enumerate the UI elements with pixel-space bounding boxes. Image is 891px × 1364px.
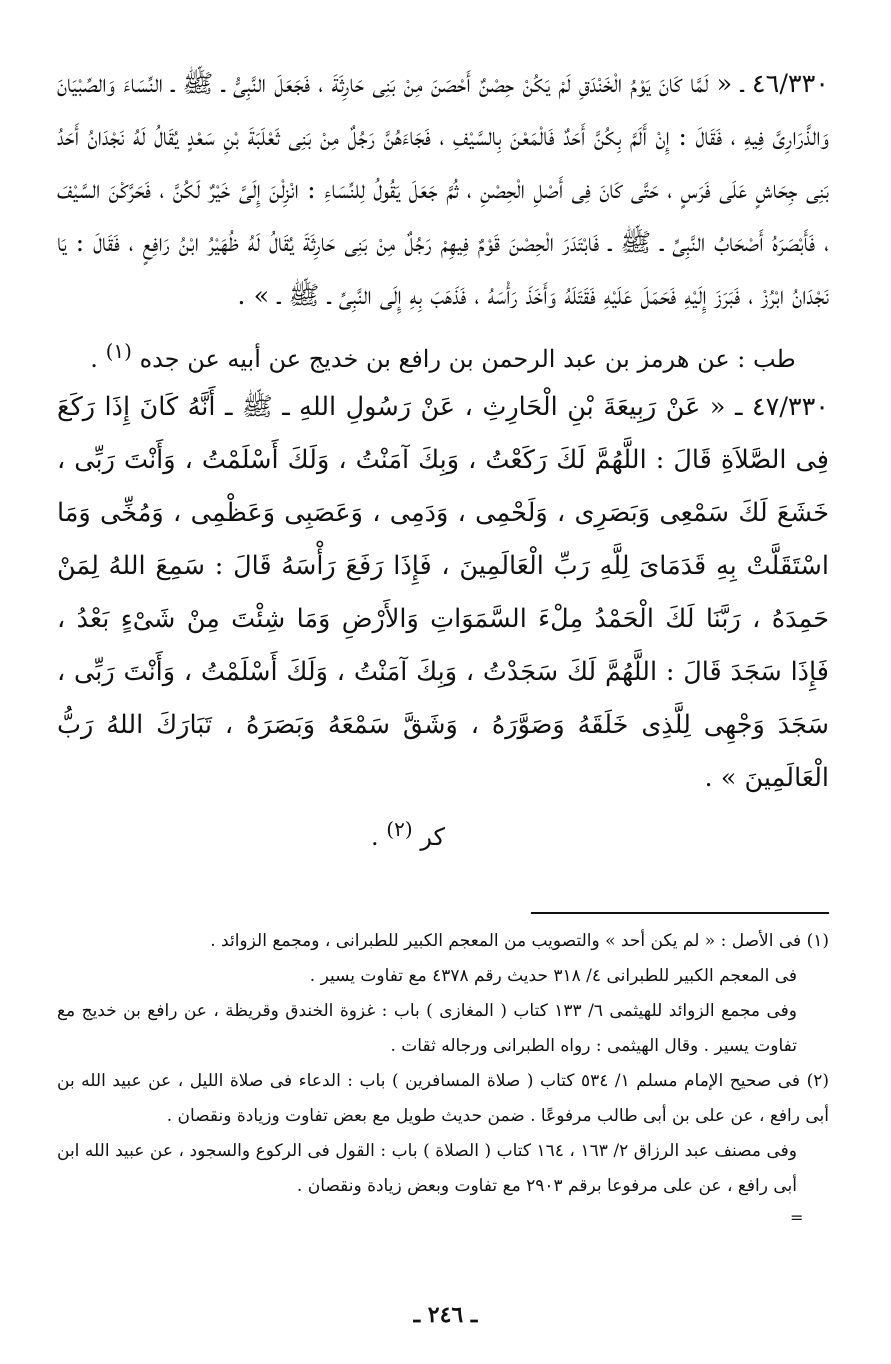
source-text: كر [420, 823, 445, 851]
page-number: ـ ٢٤٦ ـ [413, 1302, 478, 1328]
footnote-2-line-2: وفى مصنف عبد الرزاق ٢/ ١٦٣ ، ١٦٤ كتاب ( الصلاة ) باب : القول فى الركوع والسجود ، عن عبيد الله ابن أبى رافع ، عن على مرفوعا برقم ٢٩٠٣ مع تفاوت وبعض زيادة ونقصان . [57, 1141, 797, 1196]
source-end: . [371, 823, 379, 851]
source-end: . [90, 345, 106, 373]
footnotes [57, 924, 829, 1204]
footnote-ref-1: (١) [105, 339, 132, 363]
hadith-47: ٤٧/٣٣٠ ـ « عَنْ رَبِيعَةَ بْنِ الْحَارِثِ ، عَنْ رَسُولِ اللهِ ـ ﷺ ـ أَنَّهُ كَانَ إِذَا رَكَعَ فِى الصَّلاَةِ قَالَ : اللَّهُمَّ لَكَ رَكَعْتُ ، وَبِكَ آمَنْتُ ، وَلَكَ أَسْلَمْتُ ، وَأَنْتَ رَبِّى ، خَشَعَ لَكَ سَمْعِى وَبَصَرِى ، وَلَحْمِى ، وَدَمِى ، وَعَصَبِى وَعَظْمِى ، وَمُخِّى وَمَا اسْتَقَلَّتْ بِهِ قَدَمَاىَ لِلَّهِ رَبِّ الْعَالَمِينَ ، فَإِذَا رَفَعَ رَأْسَهُ قَالَ : سَمِعَ اللهُ لِمَنْ حَمِدَهُ ، رَبَّنَا لَكَ الْحَمْدُ مِلْءَ السَّمَوَاتِ وَالأَرْضِ وَمَا شِئْتَ مِنْ شَىْءٍ بَعْدُ ، فَإِذَا سَجَدَ قَالَ : اللَّهُمَّ لَكَ سَجَدْتُ ، وَبِكَ آمَنْتُ ، وَلَكَ أَسْلَمْتُ ، وَأَنْتَ رَبِّى ، سَجَدَ وَجْهِى لِلَّذِى خَلَقَهُ وَصَوَّرَهُ ، وَشَقَّ سَمْعَهُ وَبَصَرَهُ ، تَبَارَكَ اللهُ رَبُّ الْعَالَمِينَ » . [57, 392, 829, 793]
hadith-46-source [57, 329, 829, 381]
footnote-1-line-3: وفى مجمع الزوائد للهيثمى ٦/ ١٣٣ كتاب ( المغازى ) باب : غزوة الخندق وقريظة ، عن رافع بن خديج مع تفاوت يسير . وقال الهيثمى : رواه الطبرانى ورجاله ثقات . [57, 1001, 797, 1056]
hadith-46: ٤٦/٣٣٠ ـ « لَمَّا كَانَ يَوْمُ الْخَنْدَقِ لَمْ يَكُنْ حِصْنٌ أَحْصَنَ مِنْ بَنِى حَارِثَةَ ، فَجَعَلَ النَّبِىُّ ـ ﷺ ـ النِّسَاءَ وَالصِّبْيَانَ وَالذَّرَارِىَّ فِيهِ ، فَقَالَ : إِنْ أَلَمَّ بِكُنَّ أَحَدٌ فَالْمَعْنَ بِالسَّيْفِ ، فَجَاءَهُنَّ رَجُلٌ مِنْ بَنِى ثَعْلَبَةَ بْنِ سَعْدٍ يُقَالُ لَهُ نَجْدَانُ أَحَدُ بَنِى جِحَاشٍ عَلَى فَرَسٍ ، حَتَّى كَانَ فِى أَصْلِ الْحِصْنِ ، ثُمَّ جَعَلَ يَقُولُ لِلنِّسَاءِ : انْزِلْنَ إِلَىَّ خَيْرٌ لَكُنَّ ، فَحَرَّكْنَ السَّيْفَ ، فَأَبْصَرَهُ أَصْحَابُ النَّبِىِّ ـ ﷺ ـ فَابْتَدَرَ الْحِصْنَ قَوْمٌ فِيهِمْ رَجُلٌ مِنْ بَنِى حَارِثَةَ يُقَالُ لَهُ ظُهَيْرُ ابْنُ رَافِعٍ ، فَقَالَ : يَا نَجْدَانُ ابْرُزْ ، فَبَرَزَ إِلَيْهِ فَحَمَلَ عَلَيْهِ فَقَتَلَهُ وَأَخَذَ رَأْسَهُ ، فَذَهَبَ بِهِ إِلَى النَّبِىِّ ـ ﷺ ـ » . [57, 69, 829, 311]
footnote-ref-2: (٢) [386, 817, 413, 841]
main-text [57, 58, 829, 859]
footnote-1-line-2: فى المعجم الكبير للطبرانى ٤/ ٣١٨ حديث رقم ٤٣٧٨ مع تفاوت يسير . [309, 966, 797, 986]
footnote-1: (١) فى الأصل : « لم يكن أحد » والتصويب من المعجم الكبير للطبرانى ، ومجمع الزوائد . [210, 931, 829, 951]
footnote-2: (٢) فى صحيح الإمام مسلم ١/ ٥٣٤ كتاب ( صلاة المسافرين ) باب : الدعاء فى صلاة الليل ، عن عبيد الله بن أبى رافع ، عن على بن أبى طالب مرفوعًا . ضمن حديث طويل مع بعض تفاوت وزيادة ونقصان . [57, 1071, 829, 1126]
source-text: طب : عن هرمز بن عبد الرحمن بن رافع بن خديج عن أبيه عن جده [139, 345, 796, 373]
footnote-divider [531, 912, 829, 914]
hadith-47-source [57, 807, 829, 859]
continuation-mark: = [790, 1208, 804, 1227]
